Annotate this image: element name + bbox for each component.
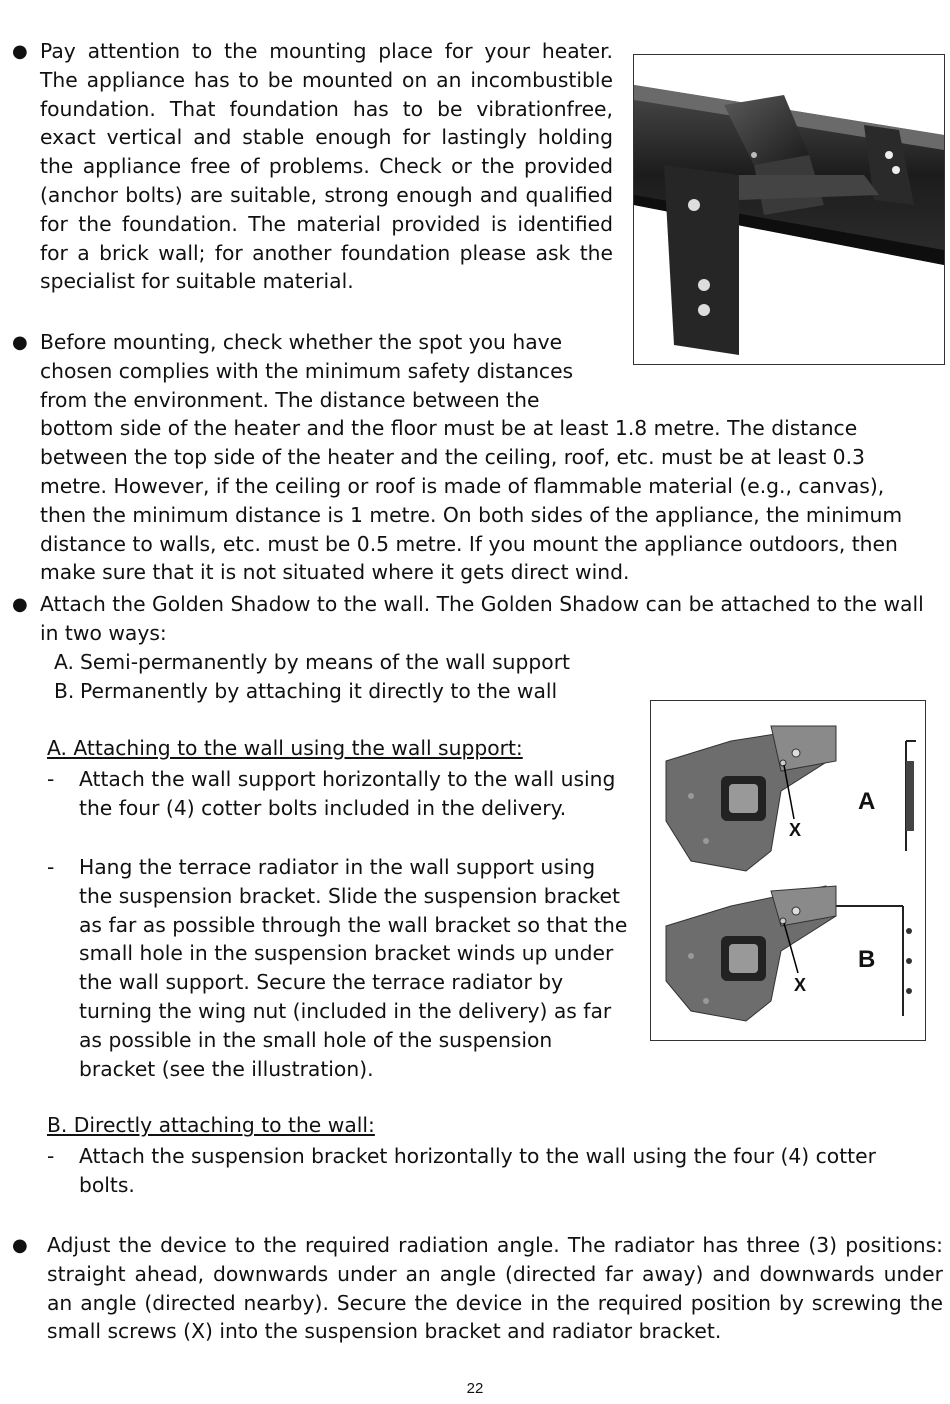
page-number: 22: [466, 1380, 484, 1397]
bullet-4: ●: [12, 1235, 28, 1256]
bullet-2: ●: [12, 332, 28, 353]
section-a-item-2-text: Hang the terrace radiator in the wall support using the suspension bracket. Slide the suspension bracket as far as possible through the wall bracket so that the small hole in the suspension bracket winds up under the wall support. Secure the terrace radiator by turning the wing nut (included in the delivery) as far as possible in the small hole of the suspension bracket (see the illustration).: [79, 855, 628, 1081]
heater-bracket-photo: [633, 54, 945, 365]
wall-support-figure: [650, 700, 926, 1041]
figure-label-a: A: [858, 788, 876, 815]
way-letter-b: B.: [54, 678, 75, 703]
section-b-item-1: Attach the suspension bracket horizontally to the wall using the four (4) cotter bolts.: [79, 1144, 876, 1197]
dash-a2: -: [47, 855, 55, 879]
section-b-heading: B. Directly attaching to the wall:: [47, 1113, 375, 1137]
paragraph-attach-ways: Attach the Golden Shadow to the wall. The Golden Shadow can be attached to the wall in two ways:: [40, 592, 924, 645]
way-item-b: [54, 677, 654, 706]
way-text-b: Permanently by attaching it directly to the wall: [80, 678, 558, 703]
paragraph-safety-distances-text: Before mounting, check whether the spot you have chosen complies with the minimum safety distances from the environment. The distance between the bottom side of the heater and the floor must be at least 1.8 metre. The distance between the top side of the heater and the ceiling, roof, etc. must be at least 0.3 metre. However, if the ceiling or roof is made of flammable material (e.g., canvas), then the minimum distance is 1 metre. On both sides of the appliance, the minimum distance to walls, etc. must be 0.5 metre. If you mount the appliance outdoors, then make sure that it is not situated where it gets direct wind.: [40, 330, 903, 585]
figure-marker-x-bottom: X: [794, 975, 807, 995]
section-a-heading: A. Attaching to the wall using the wall support:: [47, 736, 523, 760]
ways-list: [54, 648, 654, 706]
paragraph-mounting-place: Pay attention to the mounting place for your heater. The appliance has to be mounted on an incombustible foundation. That foundation has to be vibrationfree, exact vertical and stable enough for lastingly holding the appliance free of problems. Check or the provided (anchor bolts) are suitable, strong enough and qualified for the foundation. The material provided is identified for a brick wall; for another foundation please ask the specialist for suitable material.: [40, 39, 613, 294]
way-item-a: [54, 648, 654, 677]
wall-support-illustration: [651, 701, 925, 1040]
figure-label-b: B: [858, 946, 876, 973]
dash-a1: -: [47, 767, 55, 791]
section-a-item-1: Attach the wall support horizontally to the wall using the four (4) cotter bolts included in the delivery.: [79, 767, 616, 820]
paragraph-radiation-angle: Adjust the device to the required radiation angle. The radiator has three (3) positions: straight ahead, downwards under an angle (directed far away) and downwards under an angle (directed nearby). Secure the device in the required position by screwing the small screws (X) into the suspension bracket and radiator bracket.: [47, 1233, 943, 1344]
heater-bracket-illustration: [634, 55, 944, 364]
bullet-1: ●: [12, 41, 28, 62]
way-letter-a: A.: [54, 650, 74, 674]
bullet-3: ●: [12, 594, 28, 615]
figure-marker-x-top: X: [789, 820, 802, 840]
paragraph-safety-distances: [40, 328, 920, 587]
dash-b1: -: [47, 1144, 55, 1168]
way-text-a: Semi-permanently by means of the wall support: [80, 650, 570, 674]
